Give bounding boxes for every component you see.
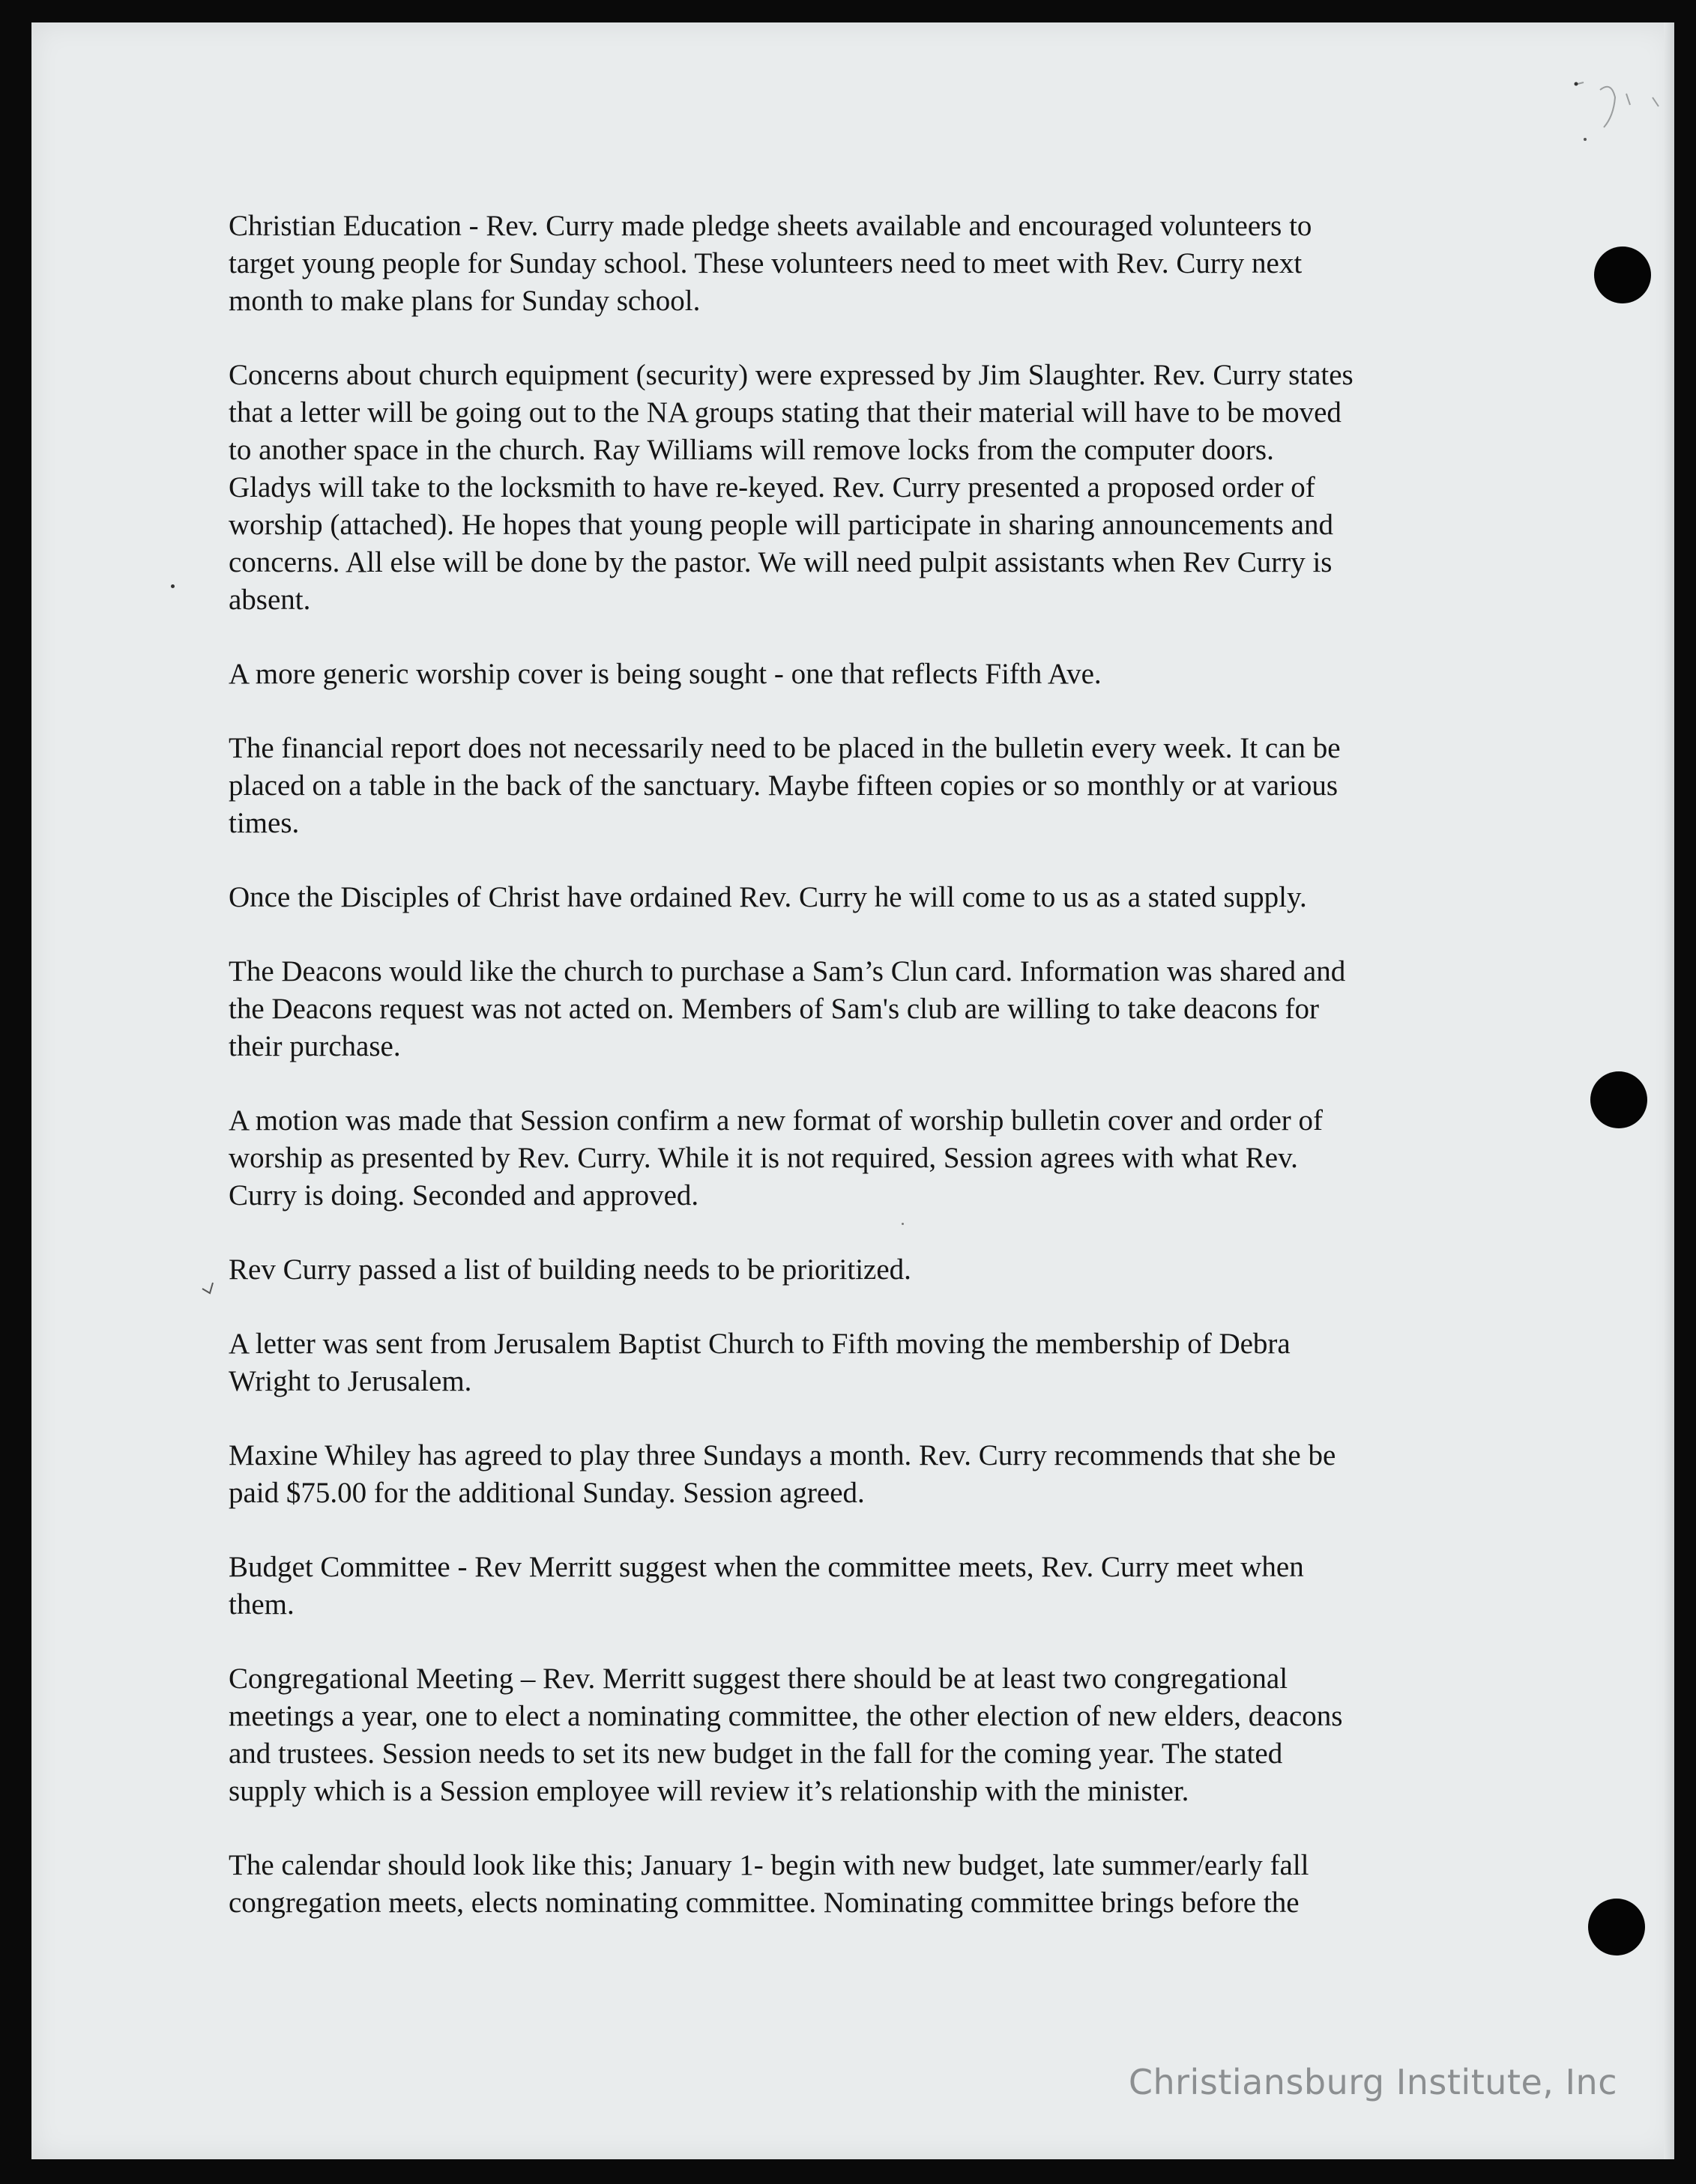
paragraph-stated-supply: Once the Disciples of Christ have ordained Rev. Curry he will come to us as a stated supply.	[229, 881, 1307, 913]
punch-hole-top	[1594, 246, 1651, 303]
paragraph-deacons-card: The Deacons would like the church to purchase a Sam’s Clun card. Information was shared and the Deacons request was not acted on. Members of Sam's club are willing to take deacons for their purchase.	[229, 955, 1346, 1062]
paragraph-budget-committee: Budget Committee - Rev Merritt suggest when the committee meets, Rev. Curry meet when them.	[229, 1551, 1304, 1621]
watermark-text: Christiansburg Institute, Inc	[1128, 2062, 1617, 2102]
paragraph-calendar: The calendar should look like this; January 1- begin with new budget, late summer/early fall congregation meets, elects nominating committee. Nominating committee brings before the	[229, 1849, 1309, 1919]
page-edge-shadow	[1664, 22, 1674, 2159]
paragraph-membership-letter: A letter was sent from Jerusalem Baptist Church to Fifth moving the membership of Debra Wright to Jerusalem.	[229, 1328, 1291, 1397]
paragraph-church-equipment: Concerns about church equipment (security) were expressed by Jim Slaughter. Rev. Curry states that a letter will be going out to the NA groups stating that their material will have to be moved to another space in the church. Ray Williams will remove locks from the computer doors. Gladys will take to the locksmith to have re-keyed. Rev. Curry presented a proposed order of worship (attached). He hopes that young people will participate in sharing announcements and concerns. All else will be done by the pastor. We will need pulpit assistants when Rev Curry is absent.	[229, 359, 1354, 616]
paragraph-organist: Maxine Whiley has agreed to play three Sundays a month. Rev. Curry recommends that she be paid $75.00 for the additional Sunday. Session agreed.	[229, 1439, 1336, 1509]
paragraph-christian-education: Christian Education - Rev. Curry made pledge sheets available and encouraged volunteers to target young people for Sunday school. These volunteers need to meet with Rev. Curry next month to make plans for Sunday school.	[229, 210, 1312, 317]
corner-pencil-marks	[1570, 75, 1675, 142]
document-body	[229, 208, 1503, 1922]
punch-hole-middle	[1590, 1071, 1647, 1128]
paragraph-congregational-meeting: Congregational Meeting – Rev. Merritt suggest there should be at least two congregational meetings a year, one to elect a nominating committee, the other election of new elders, deacons and trustees. Session needs to set its new budget in the fall for the coming year. The stated supply which is a Session employee will review it’s relationship with the minister.	[229, 1663, 1343, 1807]
ink-speck	[902, 1223, 904, 1225]
paragraph-building-needs: Rev Curry passed a list of building needs to be prioritized.	[229, 1253, 911, 1286]
paragraph-worship-cover: A more generic worship cover is being sought - one that reflects Fifth Ave.	[229, 658, 1102, 690]
pencil-check-mark	[201, 1278, 223, 1301]
paragraph-motion: A motion was made that Session confirm a new format of worship bulletin cover and order of worship as presented by Rev. Curry. While it is not required, Session agrees with what Rev. Curry is doing. Seconded and approved.	[229, 1104, 1323, 1212]
paragraph-financial-report: The financial report does not necessarily need to be placed in the bulletin every week. It can be placed on a table in the back of the sanctuary. Maybe fifteen copies or so monthly or at various times.	[229, 732, 1341, 839]
punch-hole-bottom	[1588, 1899, 1645, 1955]
ink-speck	[171, 584, 175, 588]
